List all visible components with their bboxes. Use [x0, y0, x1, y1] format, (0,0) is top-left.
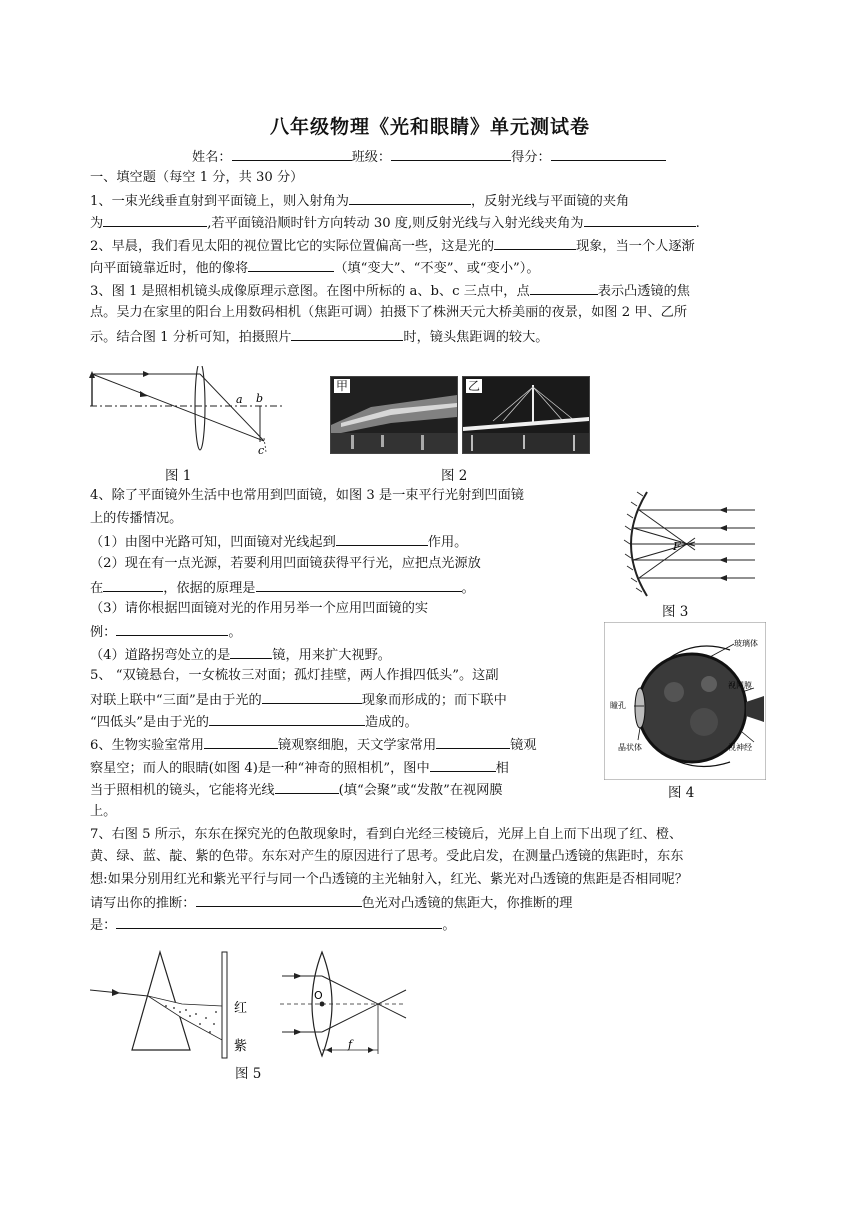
fig5-label-f: f: [348, 1038, 353, 1051]
q3-line1: 3、图 1 是照相机镜头成像原理示意图。在图中所标的 a、b、c 三点中，点 表示凸透镜的焦: [90, 281, 690, 301]
fig1-label-c: c: [258, 444, 265, 456]
q4-line7: 例： 。: [90, 622, 242, 642]
figure-3-caption: 图 3: [662, 604, 689, 620]
q7-line2: 黄、绿、蓝、靛、紫的色带。东东对产生的原因进行了思考。受此启发，在测量凸透镜的焦距时，东东: [90, 849, 684, 864]
q5-line2: 对联上联中“三面”是由于光的 现象而形成的；而下联中: [90, 690, 507, 710]
q1-blank2[interactable]: [103, 213, 207, 227]
name-label: 姓名：: [192, 150, 232, 165]
q2-line1: 2、早晨，我们看见太阳的视位置比它的实际位置偏高一些，这是光的 现象，当一个人逐渐: [90, 236, 695, 256]
name-blank[interactable]: [232, 147, 352, 161]
figure-2-photo-jia: [330, 376, 458, 454]
q4-line1: 4、除了平面镜外生活中也常用到凹面镜，如图 3 是一束平行光射到凹面镜: [90, 488, 524, 503]
photo-jia-tag: 甲: [336, 379, 349, 393]
score-blank[interactable]: [551, 147, 666, 161]
fig4-label-retina: 视网膜: [728, 681, 752, 690]
fig4-label-pupil: 瞳孔: [610, 701, 626, 710]
class-blank[interactable]: [391, 147, 511, 161]
q6-blank1[interactable]: [204, 735, 278, 749]
q3-blank2[interactable]: [291, 327, 403, 341]
q4-line5: 在 ，依据的原理是 。: [90, 578, 475, 598]
q3-blank1[interactable]: [530, 281, 598, 295]
q6-blank4[interactable]: [275, 780, 339, 794]
student-info-row: [192, 147, 666, 167]
q4-blank4[interactable]: [116, 622, 228, 636]
figure-1-caption: 图 1: [165, 468, 192, 484]
q4-blank1[interactable]: [336, 532, 428, 546]
figure-4-caption: 图 4: [668, 785, 695, 801]
fig4-label-lens: 晶状体: [618, 743, 642, 752]
q4-line8: （4）道路拐弯处立的是 镜，用来扩大视野。: [90, 645, 391, 665]
q5-line3: “四低头”是由于光的 造成的。: [90, 712, 418, 732]
q3-line2: 点。吴力在家里的阳台上用数码相机（焦距可调）拍摄下了株洲天元大桥美丽的夜景，如图 2 甲、乙所: [90, 305, 688, 320]
q1-blank1[interactable]: [349, 191, 471, 205]
q4-blank3[interactable]: [256, 578, 462, 592]
q4-line3: （1）由图中光路可知，凹面镜对光线起到 作用。: [90, 532, 467, 552]
figure-2-photo-yi: [462, 376, 590, 454]
q1-line2: 为 ,若平面镜沿顺时针方向转动 30 度,则反射光线与入射光线夹角为 .: [90, 213, 700, 233]
q6-blank2[interactable]: [436, 735, 510, 749]
q7-line3: 想:如果分别用红光和紫光平行与同一个凸透镜的主光轴射入，红光、紫光对凸透镜的焦距是否相同呢？: [90, 872, 688, 887]
score-label: 得分：: [511, 150, 551, 165]
figure-2-caption: 图 2: [441, 468, 468, 484]
q4-blank5[interactable]: [230, 645, 272, 659]
q4-line6: （3）请你根据凹面镜对光的作用另举一个应用凹面镜的实: [90, 601, 429, 616]
figure-4-eye-diagram: [604, 622, 766, 780]
photo-yi-tag: 乙: [468, 379, 481, 393]
q6-line4: 上。: [90, 804, 117, 819]
q3-line3: 示。结合图 1 分析可知，拍摄照片 时，镜头焦距调的较大。: [90, 327, 548, 347]
q2-blank1[interactable]: [494, 236, 576, 250]
fig4-label-optic-nerve: 视神经: [728, 743, 752, 752]
class-label: 班级：: [351, 150, 392, 165]
figure-5-prism-lens: [90, 946, 410, 1064]
q7-line1: 7、右图 5 所示，东东在探究光的色散现象时，看到白光经三棱镜后，光屏上自上而下出现了红、橙、: [90, 827, 683, 842]
page-title: 八年级物理《光和眼睛》单元测试卷: [269, 116, 590, 138]
q7-line5: 是： 。: [90, 915, 456, 935]
fig5-label-red: 红: [234, 1001, 248, 1016]
q6-line3: 当于照相机的镜头，它能将光线 (填“会聚”或“发散”在视网膜: [90, 780, 503, 800]
figure-3-concave-mirror: [607, 488, 757, 600]
fig5-label-O: O: [314, 989, 323, 1002]
figure-1-lens-diagram: [88, 366, 288, 456]
q6-line2: 察星空；而人的眼睛(如图 4)是一种“神奇的照相机”，图中 相: [90, 758, 509, 778]
fig4-label-vitreous: 玻璃体: [734, 639, 758, 648]
q7-blank1[interactable]: [196, 893, 362, 907]
q1-line1: 1、一束光线垂直射到平面镜上，则入射角为 ，反射光线与平面镜的夹角: [90, 191, 629, 211]
q4-line2: 上的传播情况。: [90, 511, 183, 526]
q2-line2: 向平面镜靠近时，他的像将 （填“变大”、“不变”、或“变小”）。: [90, 258, 540, 278]
section-heading: 一、填空题（每空 1 分，共 30 分）: [90, 170, 304, 185]
q6-line1: 6、生物实验室常用 镜观察细胞，天文学家常用 镜观: [90, 735, 537, 755]
fig3-label-F: F: [673, 540, 681, 553]
q7-line4: 请写出你的推断： 色光对凸透镜的焦距大，你推断的理: [90, 893, 573, 913]
q5-line1: 5、 “双镜悬台，一女梳妆三对面；孤灯挂壁，两人作揖四低头”。这副: [90, 668, 499, 683]
fig5-label-purple: 紫: [234, 1039, 248, 1054]
fig1-label-a: a: [236, 393, 243, 406]
figure-5-caption: 图 5: [235, 1066, 262, 1082]
fig1-label-b: b: [256, 392, 264, 405]
q2-blank2[interactable]: [248, 258, 334, 272]
q5-blank2[interactable]: [209, 712, 365, 726]
q5-blank1[interactable]: [262, 690, 362, 704]
q4-blank2[interactable]: [103, 578, 163, 592]
q7-blank2[interactable]: [116, 915, 442, 929]
q4-line4: （2）现在有一点光源，若要利用凹面镜获得平行光，应把点光源放: [90, 556, 481, 571]
q6-blank3[interactable]: [430, 758, 496, 772]
q1-blank3[interactable]: [584, 213, 696, 227]
